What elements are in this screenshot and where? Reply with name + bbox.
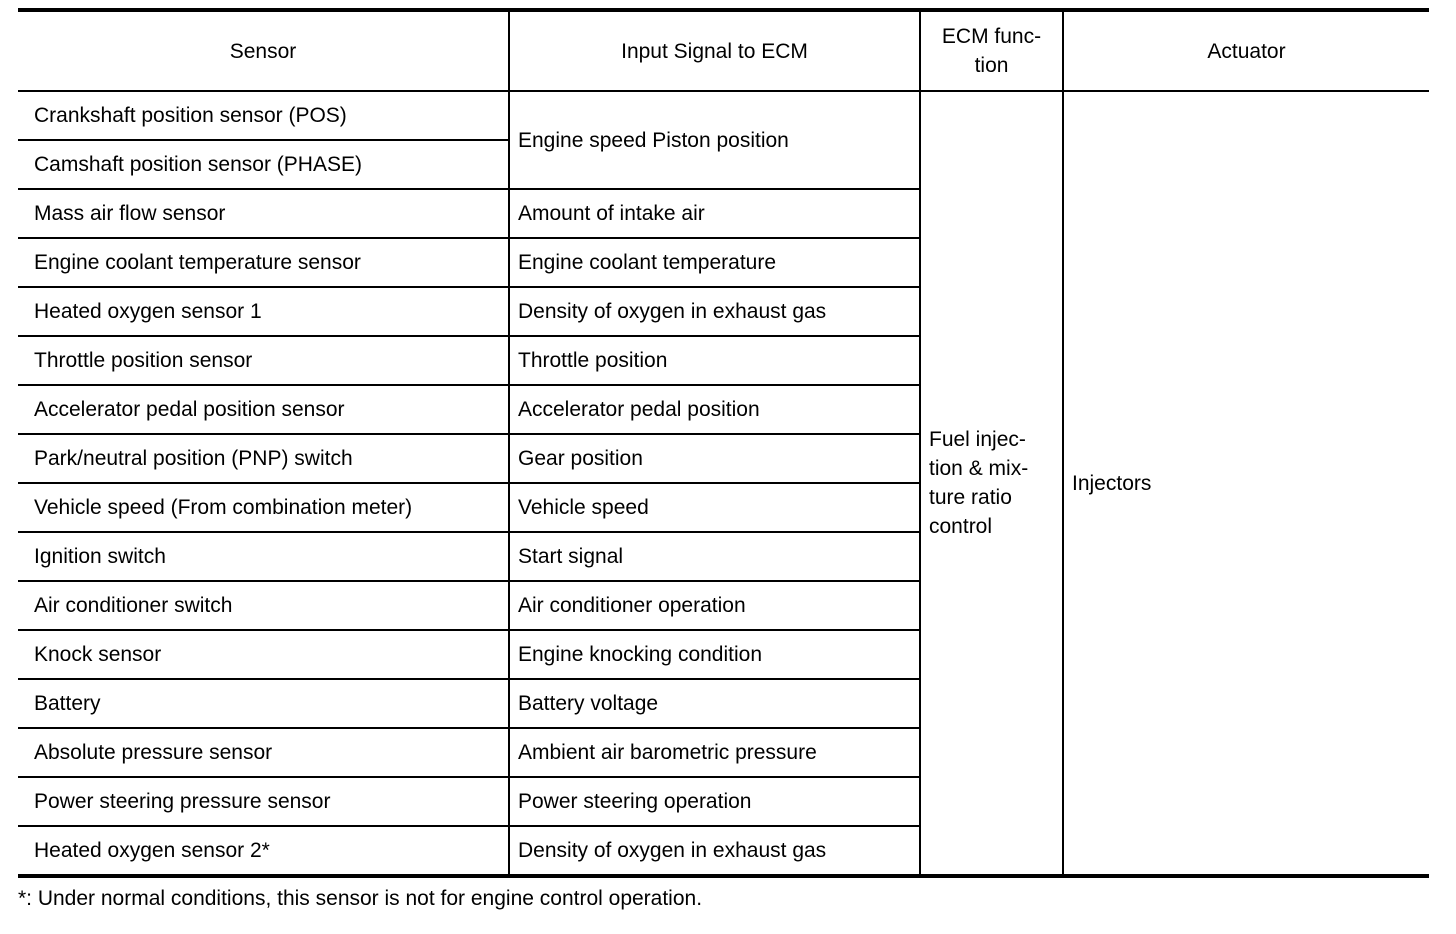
sensor-cell: Heated oxygen sensor 1 [18,287,509,336]
signal-cell: Throttle position [509,336,920,385]
sensor-cell: Knock sensor [18,630,509,679]
actuator-cell: Injectors [1063,91,1429,876]
signal-cell: Vehicle speed [509,483,920,532]
sensor-cell: Camshaft position sensor (PHASE) [18,140,509,189]
header-actuator: Actuator [1063,10,1429,91]
signal-cell: Engine knocking condition [509,630,920,679]
ecm-function-cell: Fuel injec- tion & mix- ture ratio control [920,91,1063,876]
signal-cell: Accelerator pedal position [509,385,920,434]
sensor-cell: Accelerator pedal position sensor [18,385,509,434]
signal-cell: Start signal [509,532,920,581]
sensor-cell: Battery [18,679,509,728]
signal-cell: Power steering operation [509,777,920,826]
signal-cell: Ambient air barometric pressure [509,728,920,777]
sensor-cell: Vehicle speed (From combination meter) [18,483,509,532]
signal-cell: Engine coolant temperature [509,238,920,287]
sensor-cell: Ignition switch [18,532,509,581]
sensor-cell: Power steering pressure sensor [18,777,509,826]
sensor-cell: Engine coolant temperature sensor [18,238,509,287]
table-header-row [18,10,1429,91]
footnote: *: Under normal conditions, this sensor is not for engine control operation. [18,887,703,910]
header-sensor: Sensor [18,10,509,91]
sensor-cell: Air conditioner switch [18,581,509,630]
signal-cell: Battery voltage [509,679,920,728]
header-ecm-function: ECM func- tion [920,10,1063,91]
signal-cell: Amount of intake air [509,189,920,238]
sensor-signal-table [18,8,1429,878]
sensor-cell: Mass air flow sensor [18,189,509,238]
sensor-cell: Park/neutral position (PNP) switch [18,434,509,483]
signal-cell: Gear position [509,434,920,483]
sensor-cell: Heated oxygen sensor 2* [18,826,509,876]
sensor-cell: Crankshaft position sensor (POS) [18,91,509,140]
signal-cell: Density of oxygen in exhaust gas [509,287,920,336]
signal-cell: Density of oxygen in exhaust gas [509,826,920,876]
header-input-signal: Input Signal to ECM [509,10,920,91]
signal-cell: Engine speed Piston position [509,91,920,189]
sensor-cell: Throttle position sensor [18,336,509,385]
signal-cell: Air conditioner operation [509,581,920,630]
sensor-cell: Absolute pressure sensor [18,728,509,777]
table-row [18,91,1429,140]
